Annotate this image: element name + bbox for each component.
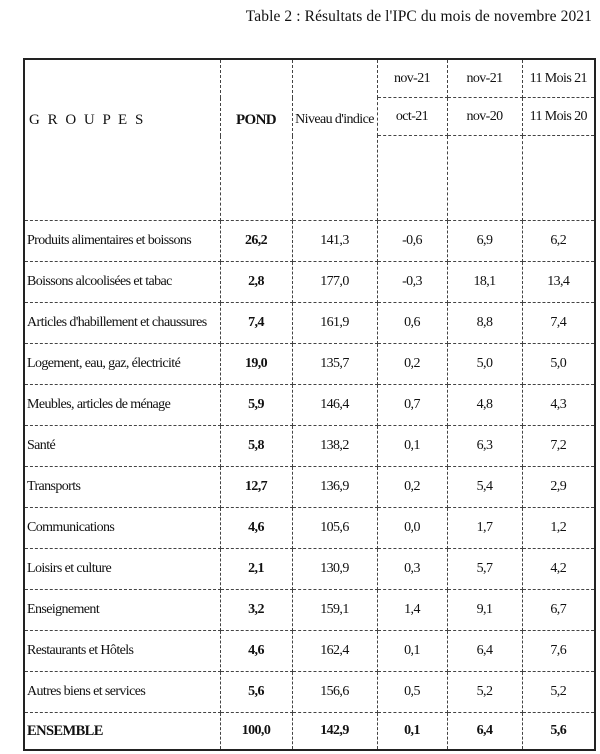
table-row (24, 262, 595, 303)
group-label: Communications (24, 508, 220, 549)
change-11-months: 7,2 (522, 426, 595, 467)
header-niveau: Niveau d'indice (292, 59, 377, 221)
change-month: -0,3 (377, 262, 447, 303)
change-year: 4,8 (447, 385, 522, 426)
change-month: 0,6 (377, 303, 447, 344)
change-11-months: 7,4 (522, 303, 595, 344)
pond-value: 3,2 (220, 590, 292, 631)
group-label: Loisirs et culture (24, 549, 220, 590)
header-blank-cell (447, 136, 522, 221)
index-level: 161,9 (292, 303, 377, 344)
pond-value: 26,2 (220, 221, 292, 262)
pond-value: 100,0 (220, 713, 292, 751)
table-row (24, 467, 595, 508)
group-label: Enseignement (24, 590, 220, 631)
change-11-months: 5,6 (522, 713, 595, 751)
header-col3-bottom: oct-21 (377, 98, 447, 136)
change-year: 9,1 (447, 590, 522, 631)
table-title: Table 2 : Résultats de l'IPC du mois de novembre 2021 (245, 8, 592, 25)
index-level: 142,9 (292, 713, 377, 751)
change-year: 18,1 (447, 262, 522, 303)
pond-value: 4,6 (220, 631, 292, 672)
pond-value: 2,8 (220, 262, 292, 303)
change-month: 0,2 (377, 467, 447, 508)
index-level: 156,6 (292, 672, 377, 713)
change-month: -0,6 (377, 221, 447, 262)
index-level: 135,7 (292, 344, 377, 385)
change-month: 1,4 (377, 590, 447, 631)
pond-value: 19,0 (220, 344, 292, 385)
group-label: Articles d'habillement et chaussures (24, 303, 220, 344)
group-label: Autres biens et services (24, 672, 220, 713)
change-11-months: 6,7 (522, 590, 595, 631)
change-year: 1,7 (447, 508, 522, 549)
change-year: 5,7 (447, 549, 522, 590)
index-level: 130,9 (292, 549, 377, 590)
change-year: 5,4 (447, 467, 522, 508)
group-label: Santé (24, 426, 220, 467)
header-col3-top: nov-21 (377, 59, 447, 98)
table-row (24, 426, 595, 467)
change-11-months: 5,2 (522, 672, 595, 713)
header-pond: POND (220, 59, 292, 221)
table-row (24, 508, 595, 549)
group-label: Produits alimentaires et boissons (24, 221, 220, 262)
group-label: Transports (24, 467, 220, 508)
change-11-months: 5,0 (522, 344, 595, 385)
index-level: 159,1 (292, 590, 377, 631)
table-row (24, 385, 595, 426)
change-11-months: 7,6 (522, 631, 595, 672)
index-level: 177,0 (292, 262, 377, 303)
change-11-months: 4,3 (522, 385, 595, 426)
table-row (24, 303, 595, 344)
change-year: 6,9 (447, 221, 522, 262)
pond-value: 2,1 (220, 549, 292, 590)
table-row (24, 631, 595, 672)
pond-value: 4,6 (220, 508, 292, 549)
header-col5-bottom: 11 Mois 20 (522, 98, 595, 136)
header-blank-cell (522, 136, 595, 221)
change-month: 0,1 (377, 426, 447, 467)
change-11-months: 13,4 (522, 262, 595, 303)
pond-value: 5,9 (220, 385, 292, 426)
header-col4-top: nov-21 (447, 59, 522, 98)
index-level: 105,6 (292, 508, 377, 549)
index-level: 162,4 (292, 631, 377, 672)
change-month: 0,7 (377, 385, 447, 426)
index-level: 146,4 (292, 385, 377, 426)
change-month: 0,1 (377, 713, 447, 751)
change-year: 6,3 (447, 426, 522, 467)
change-month: 0,3 (377, 549, 447, 590)
header-col5-top: 11 Mois 21 (522, 59, 595, 98)
index-level: 136,9 (292, 467, 377, 508)
change-11-months: 4,2 (522, 549, 595, 590)
table-row (24, 590, 595, 631)
table-row (24, 549, 595, 590)
change-month: 0,2 (377, 344, 447, 385)
group-label: Boissons alcoolisées et tabac (24, 262, 220, 303)
change-month: 0,1 (377, 631, 447, 672)
index-level: 141,3 (292, 221, 377, 262)
change-year: 5,2 (447, 672, 522, 713)
pond-value: 5,8 (220, 426, 292, 467)
group-label: Meubles, articles de ménage (24, 385, 220, 426)
change-year: 8,8 (447, 303, 522, 344)
change-year: 6,4 (447, 631, 522, 672)
header-groupes: G R O U P E S (24, 59, 220, 221)
change-11-months: 1,2 (522, 508, 595, 549)
group-label: Restaurants et Hôtels (24, 631, 220, 672)
group-label: ENSEMBLE (24, 713, 220, 751)
change-year: 5,0 (447, 344, 522, 385)
cpi-table (23, 58, 596, 751)
pond-value: 7,4 (220, 303, 292, 344)
change-year: 6,4 (447, 713, 522, 751)
table-row (24, 221, 595, 262)
change-month: 0,0 (377, 508, 447, 549)
header-col4-bottom: nov-20 (447, 98, 522, 136)
header-blank-cell (377, 136, 447, 221)
table-row (24, 344, 595, 385)
table-row (24, 672, 595, 713)
change-11-months: 6,2 (522, 221, 595, 262)
group-label: Logement, eau, gaz, électricité (24, 344, 220, 385)
header-row-top (24, 59, 595, 98)
pond-value: 5,6 (220, 672, 292, 713)
index-level: 138,2 (292, 426, 377, 467)
change-11-months: 2,9 (522, 467, 595, 508)
pond-value: 12,7 (220, 467, 292, 508)
change-month: 0,5 (377, 672, 447, 713)
total-row (24, 713, 595, 751)
